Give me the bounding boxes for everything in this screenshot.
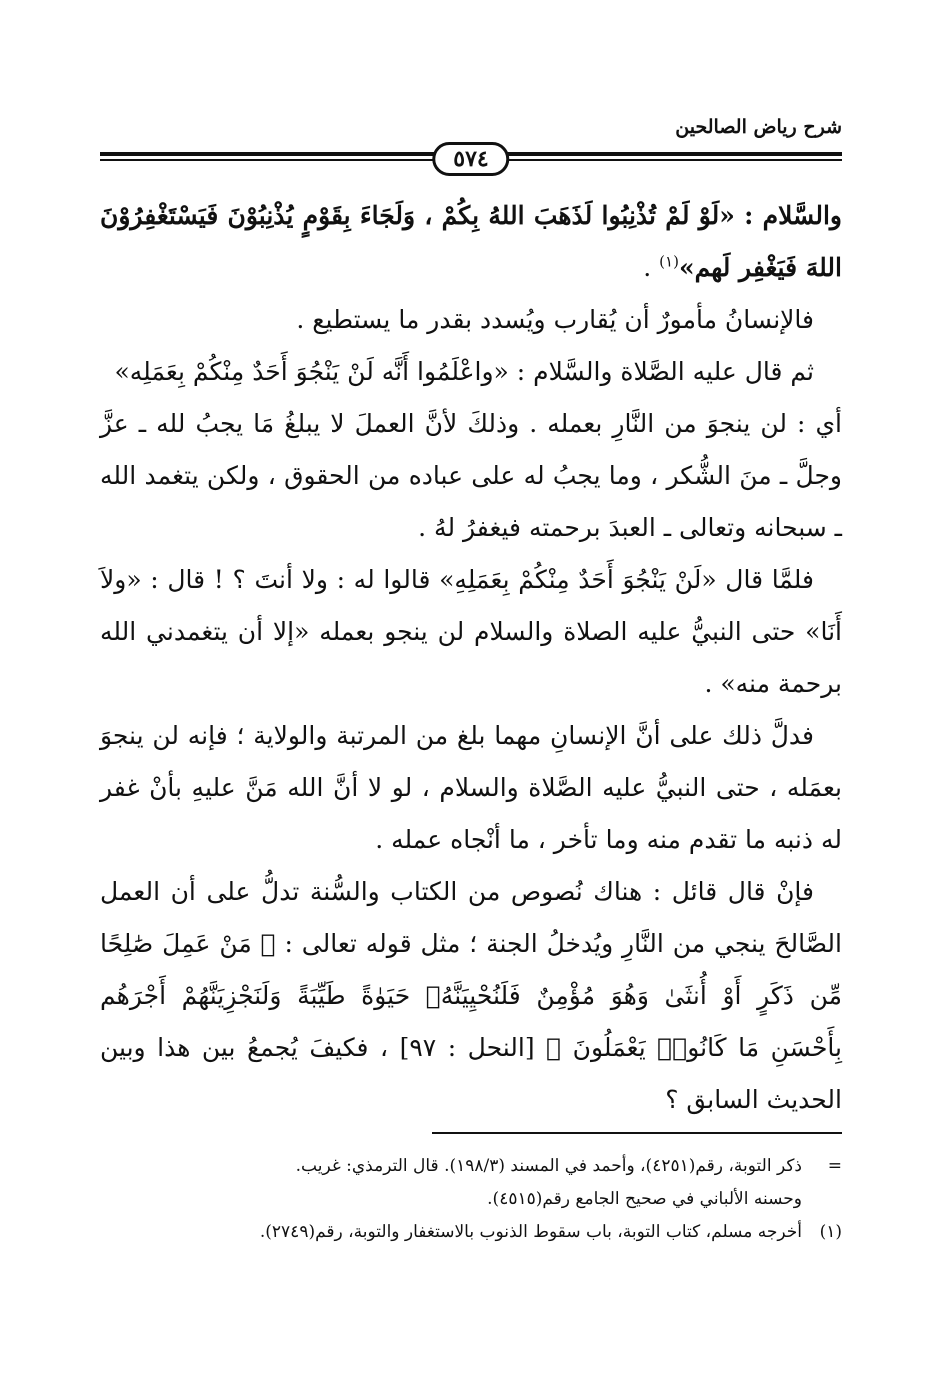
paragraph-text: أي : لن ينجوَ من النَّارِ بعمله . وذلكَ لأنَّ العملَ لا يبلغُ مَا يجبُ لله ـ عزَّ وجلَّ ـ منَ الشُّكر ، وما يجبُ له على عباده من الحقوق ، ولكن يتغمد الله ـ سبحانه وتعالى ـ العبدَ برحمته فيغفرُ لهُ . xyxy=(100,409,842,542)
footnote-separator xyxy=(432,1132,842,1134)
footnote-reference: (١) xyxy=(659,252,679,271)
footnote-text: وحسنه الألباني في صحيح الجامع رقم(٤٥١٥). xyxy=(487,1189,802,1209)
paragraph-end: . xyxy=(643,253,660,282)
paragraph-hadith-forgiveness xyxy=(100,190,842,294)
footnotes xyxy=(100,1150,842,1249)
footnote-text: أخرجه مسلم، كتاب التوبة، باب سقوط الذنوب بالاستغفار والتوبة، رقم(٢٧٤٩). xyxy=(259,1222,802,1242)
paragraph-text: فالإنسانُ مأمورٌ أن يُقارب ويُسدد بقدر ما يستطيع . xyxy=(296,305,814,334)
paragraph-text: والسَّلام : «لَوْ لَمْ تُذْنِبُوا لَذَهَبَ اللهُ بِكُمْ ، وَلَجَاءَ بِقَوْمٍ يُذْنِبُوْنَ فَيَسْتَغْفِرُوْنَ اللهَ فَيَغْفِر لَهم» xyxy=(100,201,842,282)
footnote-continuation xyxy=(100,1150,842,1183)
header-rule xyxy=(100,148,842,170)
footnote-number: (١) xyxy=(819,1222,842,1242)
paragraph-text: فإنْ قال قائل : هناك نُصوص من الكتاب والسُّنة تدلُّ على أن العمل الصَّالحَ ينجي من النَّارِ ويُدخلُ الجنة ؛ مثل قوله تعالى : ﴿ مَنْ عَمِلَ صَٰلِحًا مِّن ذَكَرٍ أَوْ أُنثَىٰ وَهُوَ مُؤْمِنٌ فَلَنُحْيِيَنَّهُۥ حَيَوٰةً طَيِّبَةً وَلَنَجْزِيَنَّهُمْ أَجْرَهُم بِأَحْسَنِ مَا كَانُوا۟ يَعْمَلُونَ ﴾ [النحل : ٩٧] ، فكيفَ يُجمعُ بين هذا وبين الحديث السابق ؟ xyxy=(100,877,842,1114)
footnote-continuation-mark: = xyxy=(827,1156,842,1176)
page-number: ٥٧٤ xyxy=(432,142,509,176)
main-text xyxy=(100,190,842,1126)
running-header-title: شرح رياض الصالحين xyxy=(675,116,842,138)
book-page xyxy=(100,110,842,1310)
footnote-1 xyxy=(100,1216,842,1249)
paragraph-text: ثم قال عليه الصَّلاة والسَّلام : «واعْلَمُوا أَنَّه لَنْ يَنْجُوَ أَحَدٌ مِنْكُمْ بِعَمَلِه» xyxy=(114,357,814,386)
footnote-text: ذكر التوبة، رقم(٤٢٥١)، وأحمد في المسند (١٩٨/٣). قال الترمذي: غريب. xyxy=(295,1156,802,1176)
paragraph-text: فلمَّا قال «لَنْ يَنْجُوَ أَحَدٌ مِنْكُمْ بِعَمَلِهِ» قالوا له : ولا أنتَ ؟ ! قال : «ولاَ أَنَا» حتى النبيُّ عليه الصلاة والسلام لن ينجو بعمله «إلا أن يتغمدني الله برحمة منه» . xyxy=(100,565,842,698)
paragraph-text: فدلَّ ذلك على أنَّ الإنسانِ مهما بلغ من المرتبة والولاية ؛ فإنه لن ينجوَ بعمَله ، حتى النبيُّ عليه الصَّلاة والسلام ، لو لا أنَّ الله مَنَّ عليهِ بأنْ غفر له ذنبه ما تقدم منه وما تأخر ، ما أنْجاه عمله . xyxy=(100,721,842,854)
